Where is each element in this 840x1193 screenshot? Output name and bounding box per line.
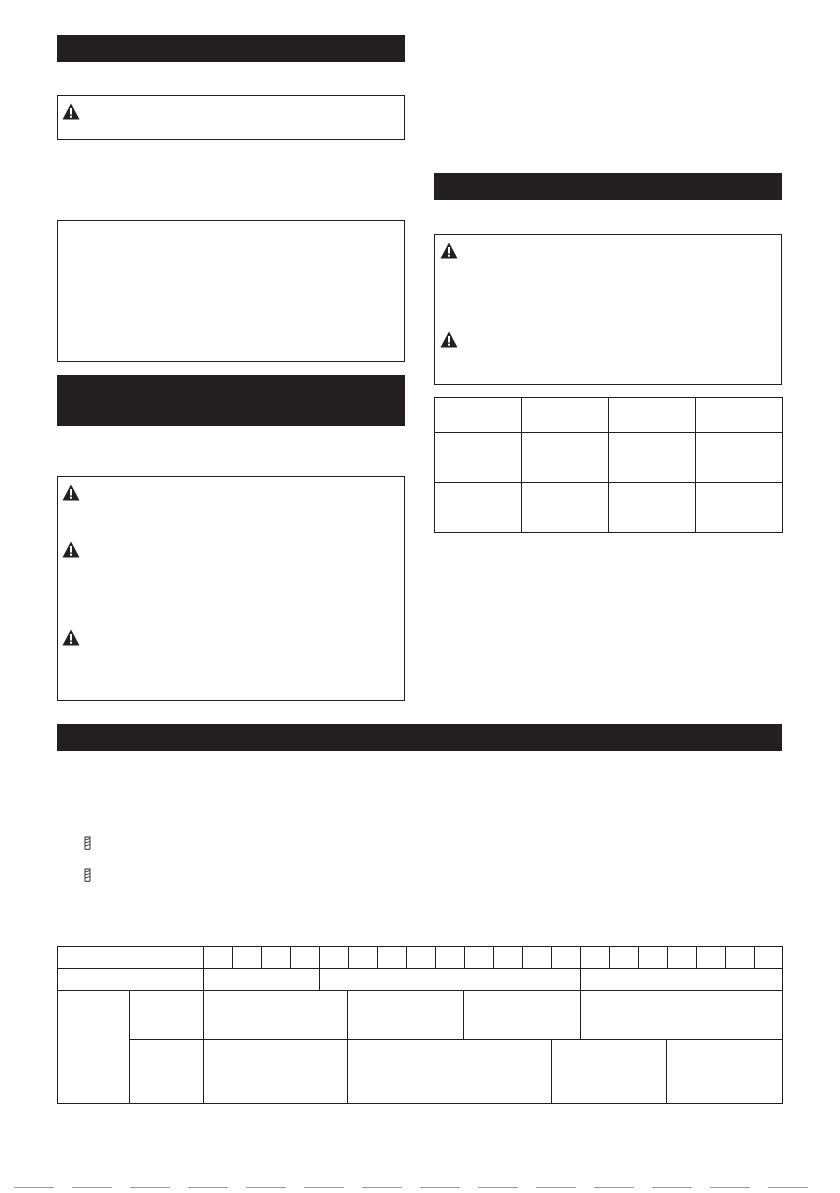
crop-mark [188,1187,228,1193]
crop-mark [768,1187,808,1193]
crop-mark [420,1187,460,1193]
section-header-bar-3 [434,173,782,200]
crop-mark [130,1187,170,1193]
table-row [435,483,783,533]
drill-bit-icon [84,836,91,850]
table-cell [696,398,783,433]
table-row [435,433,783,483]
table-row [435,398,783,433]
warning-triangle-icon [440,331,458,348]
warning-box-2 [57,476,405,701]
warning-triangle-icon [62,541,80,558]
warning-box-1 [57,95,405,140]
note-box [57,220,405,362]
table-cell [696,483,783,533]
table-cell [522,398,609,433]
warning-box-3 [434,234,782,385]
table-cell [435,433,522,483]
warning-triangle-icon [440,242,458,259]
section-header-bar-1 [57,35,405,62]
crop-mark [710,1187,750,1193]
table-cell [609,483,696,533]
table-cell [609,433,696,483]
crop-mark [362,1187,402,1193]
drill-bit-icon [84,868,91,882]
crop-mark [536,1187,576,1193]
spec-table-small [434,397,783,533]
warning-triangle-icon [62,629,80,646]
table-cell [522,483,609,533]
table-cell [435,398,522,433]
crop-mark [478,1187,518,1193]
crop-mark [304,1187,344,1193]
table-cell [522,433,609,483]
section-header-bar-2 [57,375,405,426]
table-cell [696,433,783,483]
warning-triangle-icon [62,103,80,120]
warning-triangle-icon [62,484,80,501]
crop-mark [14,1187,54,1193]
crop-mark [246,1187,286,1193]
crop-mark [652,1187,692,1193]
table-cell [435,483,522,533]
table-cell [609,398,696,433]
spec-table-large [57,946,783,1104]
section-header-bar-4 [57,724,782,751]
crop-mark [594,1187,634,1193]
bottom-crop-marks [0,1187,840,1192]
crop-mark [72,1187,112,1193]
